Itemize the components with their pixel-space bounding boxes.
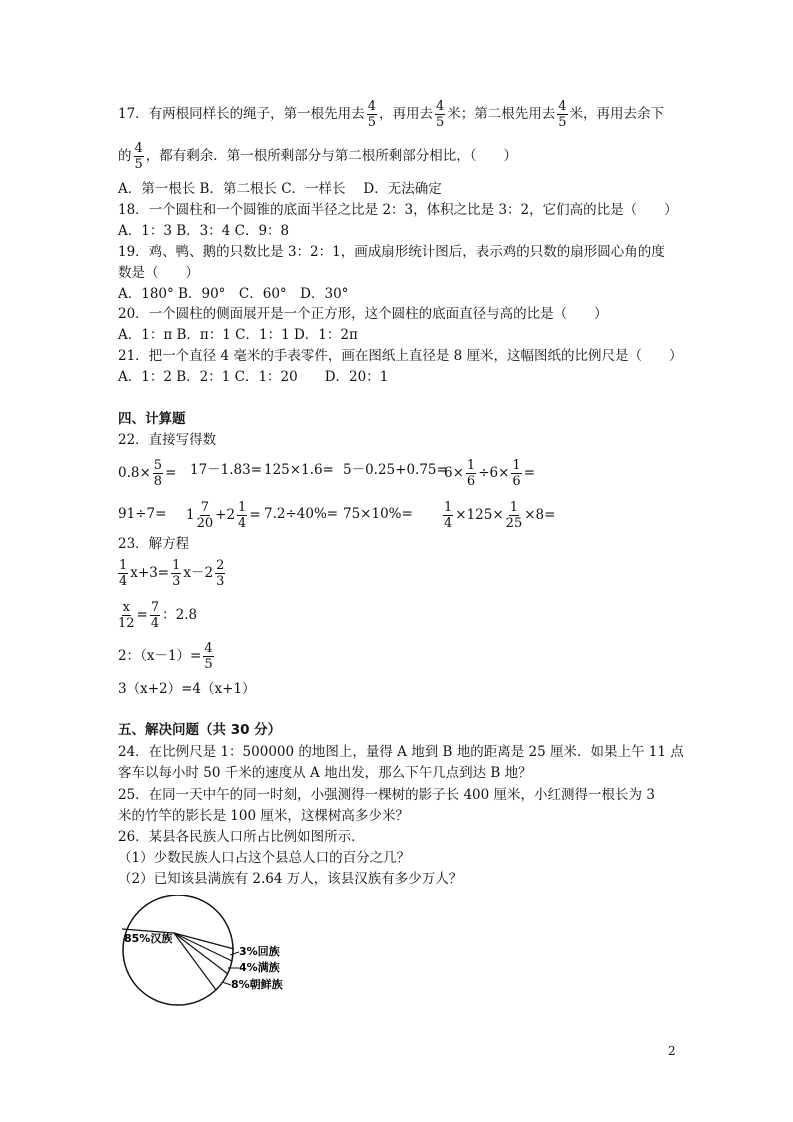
pie-chart [118,895,298,1007]
q22-title: 22．直接写得数 [118,432,217,448]
fraction: $\frac{1}{4}$ [238,500,247,531]
q17-options: A．第一根长 B．第二根长 C．一样长 D．无法确定 [118,181,442,197]
fraction: $\frac{1}{25}$ [505,500,523,531]
q23-text: ：2.8 [162,607,198,623]
q18-options: A．1：3 B．3：4 C．9：8 [118,223,290,239]
fraction: $\frac{1}{3}$ [172,558,181,589]
q26-text: 26．某县各民族人口所占比例如图所示． [118,829,365,845]
q19-text: 19．鸡、鸭、鹅的只数比是 3：2：1，画成扇形统计图后，表示鸡的只数的扇形圆心角的度 [118,244,665,260]
pie-slice-label: 8%朝鲜族 [231,978,283,991]
q23-text: x－2 [183,565,214,581]
q22-item: 75×10%= [343,506,413,522]
q25-text: 25．在同一天中午的同一时刻，小强测得一棵树的影子长 400 厘米，小红测得一根长为 3 [118,787,655,803]
q22-item: 17－1.83= [190,462,263,478]
pie-slice-label: 4%满族 [239,961,280,974]
q17-text: ，再用去 [378,106,433,122]
fraction: $\frac{7}{4}$ [150,600,160,631]
q22-text: 6× [444,465,464,481]
q23-equation-2 [116,601,197,630]
q18-text: 18．一个圆柱和一个圆锥的底面半径之比是 2：3，体积之比是 3：2，它们高的比是（ ） [118,202,678,218]
q17-text: 的 [118,148,132,164]
fraction: $\frac{4}{5}$ [435,99,445,130]
pie-boundary-4 [174,933,216,990]
q26-sub-1: （1）少数民族人口占这个县总人口的百分之几？ [118,850,411,866]
q24-text-cont: 客车以每小时 50 千米的速度从 A 地出发，那么下午几点到达 B 地？ [118,765,532,781]
pie-slice-label: 3%回族 [239,945,280,958]
q19-text-cont: 数是（ ） [118,265,199,281]
page-number: 2 [668,1044,676,1058]
pie-boundary-3 [174,933,228,974]
fraction: $\frac{1}{4}$ [444,500,453,531]
q22-item: 7.2÷40%= [264,506,339,522]
q22-item [186,501,261,530]
pie-boundary-1 [174,933,234,949]
fraction: $\frac{4}{5}$ [204,641,213,672]
section-heading: 四、计算题 [118,411,186,427]
q23-text: = [136,607,148,623]
q20-text: 20．一个圆柱的侧面展开是一个正方形，这个圆柱的底面直径与高的比是（ ） [118,306,608,322]
fraction: $\frac{4}{5}$ [367,99,376,130]
q22-text: = [249,507,261,523]
fraction: $\frac{x}{12}$ [118,600,135,631]
q19-options: A．180° B．90° C．60° D．30° [118,286,349,302]
fraction: $\frac{4}{5}$ [134,141,143,172]
q21-text: 21．把一个直径 4 毫米的手表零件，画在图纸上直径是 8 厘米，这幅图纸的比例尺是（ ） [118,348,683,364]
q17-text: 米，再用去余下 [569,106,665,122]
q22-text: +2 [215,507,236,523]
q22-item [118,459,176,488]
fraction: $\frac{5}{8}$ [153,458,163,489]
pie-slice-label: 85%汉族 [124,932,173,945]
q22-text: = [523,465,535,481]
pie-outline [123,895,233,1005]
q22-item [444,459,535,488]
q17-line2 [118,142,517,171]
q24-text: 24．在比例尺是 1：500000 的地图上，量得 A 地到 B 地的距离是 25 厘米．如果上午 11 点 [118,744,684,760]
fraction: $\frac{7}{20}$ [196,500,214,531]
q22-item [441,501,555,530]
fraction: $\frac{1}{6}$ [512,458,521,489]
q20-options: A．1：π B．π：1 C．1：1 D．1：2π [118,327,358,343]
fraction: $\frac{2}{3}$ [216,558,225,589]
q22-text: ÷6× [478,465,510,481]
q22-item: 91÷7= [118,506,167,522]
q26-sub-2: （2）已知该县满族有 2.64 万人，该县汉族有多少万人？ [118,871,463,887]
q22-text: ×125× [455,507,504,523]
q22-text: ×8= [524,507,556,523]
fraction: $\frac{1}{6}$ [466,458,476,489]
pie-boundary-2 [174,933,232,961]
q23-title: 23．解方程 [118,536,190,552]
fraction: $\frac{1}{4}$ [119,558,128,589]
q22-text: = [165,465,177,481]
q17-text: ，都有剩余．第一根所剩部分与第二根所剩部分相比，（ ） [145,148,518,164]
q22-text: 0.8× [118,465,151,481]
q22-item: 125×1.6= [264,462,334,478]
q23-equation-3 [118,642,216,671]
q17-text: 米；第二根先用去 [447,106,556,122]
q23-text: x+3= [130,565,170,581]
q23-equation-4: 3（x+2）=4（x+1） [118,681,256,697]
pie-leader-1 [230,952,239,955]
q25-text-cont: 米的竹竿的影长是 100 厘米，这棵树高多少米？ [118,808,409,824]
q17-text: 17．有两根同样长的绳子，第一根先用去 [118,106,365,122]
section-heading: 五、解决问题（共 30 分） [118,722,282,738]
fraction: $\frac{4}{5}$ [558,99,567,130]
q22-text: 1 [186,507,195,523]
q22-item: 5－0.25+0.75= [343,462,448,478]
q17-line1 [118,100,664,129]
q23-equation-1 [116,559,227,588]
pie-leader-3 [222,982,231,985]
q21-options: A．1：2 B．2：1 C．1：20 D．20：1 [118,369,389,385]
q23-text: 2：（x－1）= [118,648,202,664]
